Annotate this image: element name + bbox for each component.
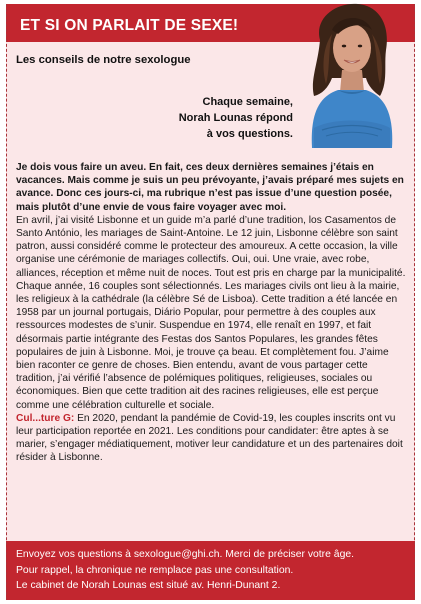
footer-box bbox=[6, 541, 415, 600]
intro-line: Chaque semaine, bbox=[202, 96, 293, 108]
article-body bbox=[16, 161, 406, 465]
article-lead: Je dois vous faire un aveu. En fait, ces deux dernières semaines j’étais en vacances. Mais comme je suis un peu prévoyante, j’avais préparé mes sujets en avance. Donc ces jours-ci, ma rubrique n’est pas issue d’une question posée, mais plutôt d’une envie de vous faire voyager avec moi. bbox=[16, 162, 404, 213]
culture-label: Cul...ture G: bbox=[16, 412, 75, 424]
article-paragraph: En avril, j’ai visité Lisbonne et un guide m’a parlé d’une tradition, los Casamentos de Santo António, les mariages de Saint-Antoine. Le 12 juin, Lisbonne célèbre son saint patron, aussi considéré comme le protecteur des amoureux. A cette occasion, la ville organise une cérémonie de mariages collectifs. Oui, oui. Une vraie, avec robe, alliances, réception et même nuit de noces. Tout est pris en charge par la municipalité. Chaque année, 16 couples sont sélectionnés. Les mariages civils ont lieu à la mairie, les religieux à la cathédrale (la célèbre Sé de Lisboa). Cette tradition a été lancée en 1958 par un journal portugais, Diário Popular, pour permettre à des couples aux ressources modestes de s’unir. Suspendue en 1974, elle renaît en 1997, et fait désormais partie intégrante des Festas dos Santos Populares, les grandes fêtes populaires de juin à Lisbonne. Moi, je trouve ça beau. Et complètement fou. J’aime bien raconter ce genre de choses. Bien entendu, avant de vous partager cette tradition, j’ai vérifié l’absence de polémiques politiques, religieuses, sociales ou économiques. Bien que cette tradition ait des racines religieuses, elle est perçue comme une célébration culturelle et sociale. bbox=[16, 214, 406, 411]
column-title: ET SI ON PARLAIT DE SEXE! bbox=[20, 17, 239, 34]
footer-contact-line: Envoyez vos questions à sexologue@ghi.ch. Merci de préciser votre âge. bbox=[16, 549, 355, 560]
intro-line: Norah Lounas répond bbox=[178, 112, 293, 124]
footer-reminder-line: Pour rappel, la chronique ne remplace pas une consultation. bbox=[16, 564, 294, 576]
culture-text: En 2020, pendant la pandémie de Covid-19, les couples inscrits ont vu leur participation reportée en 2021. Les conditions pour candidater: être aptes à se marier, s’engager médiatiquement, motiver leur candidature et un des partenaires doit résider à Lisbonne. bbox=[16, 412, 403, 464]
footer-address-line: Le cabinet de Norah Lounas est situé av. Henri-Dunant 2. bbox=[16, 580, 281, 591]
column-subtitle: Les conseils de notre sexologue bbox=[16, 54, 191, 66]
author-portrait bbox=[292, 0, 410, 148]
intro-line: à vos questions. bbox=[206, 128, 293, 140]
culture-paragraph bbox=[16, 412, 406, 465]
intro-callout bbox=[93, 94, 293, 142]
